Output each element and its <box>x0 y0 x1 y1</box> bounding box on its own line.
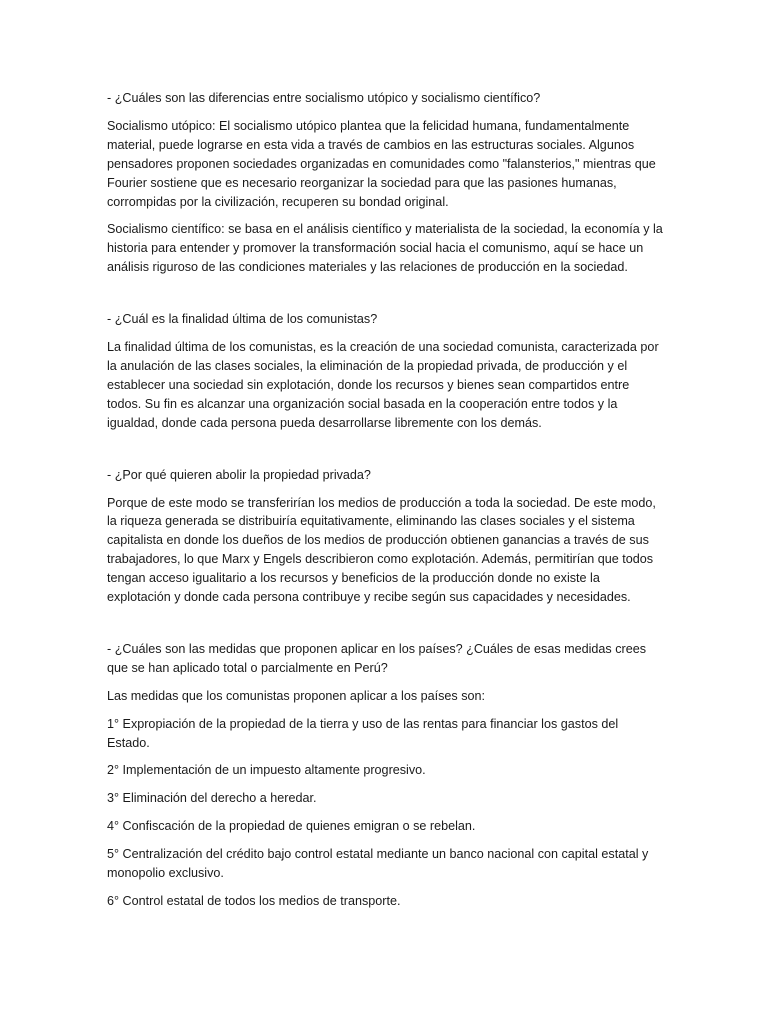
list-item: 1° Expropiación de la propiedad de la tierra y uso de las rentas para financiar los gastos del Estado. <box>107 716 619 750</box>
section-spacer <box>107 616 663 640</box>
section-abolish-private-property <box>107 466 663 607</box>
list-item: 5° Centralización del crédito bajo control estatal mediante un banco nacional con capital estatal y monopolio exclusivo. <box>107 847 649 881</box>
document-body <box>107 89 663 920</box>
question-heading: - ¿Por qué quieren abolir la propiedad privada? <box>107 467 371 482</box>
list-item: 2° Implementación de un impuesto altamente progresivo. <box>107 763 426 778</box>
question-heading: - ¿Cuáles son las medidas que proponen aplicar en los países? ¿Cuáles de esas medidas crees que se han aplicado total o parcialmente en Perú? <box>107 641 647 675</box>
question-heading: - ¿Cuáles son las diferencias entre socialismo utópico y socialismo científico? <box>107 91 541 105</box>
list-item: 4° Confiscación de la propiedad de quienes emigran o se rebelan. <box>107 819 476 834</box>
question-heading: - ¿Cuál es la finalidad última de los comunistas? <box>107 312 378 327</box>
paragraph: Porque de este modo se transferirían los medios de producción a toda la sociedad. De este modo, la riqueza generada se distribuiría equitativamente, eliminando las clases sociales y el sistema capitalista en donde los dueños de los medios de producción obtienen ganancias a través de sus trabajadores, lo que Marx y Engels describieron como explotación. Además, permitirían que todos tengan acceso igualitario a los recursos y beneficios de la producción donde no existe la explotación y donde cada persona contribuye y recibe según sus capacidades y necesidades. <box>107 495 656 605</box>
paragraph: Socialismo utópico: El socialismo utópico plantea que la felicidad humana, fundamentalmente material, puede lograrse en esta vida a través de cambios en las estructuras sociales. Algunos pensadores proponen sociedades organizadas en comunidades como "falansterios," mientras que Fourier sostiene que es necesario reorganizar la sociedad para que las pasiones humanas, corrompidas por la civilización, recuperen su bondad original. <box>107 118 656 209</box>
measures-list <box>107 715 663 911</box>
paragraph: Las medidas que los comunistas proponen aplicar a los países son: <box>107 688 486 703</box>
section-communist-goal <box>107 310 663 432</box>
section-spacer <box>107 442 663 466</box>
section-socialism-differences <box>107 89 663 277</box>
list-item: 3° Eliminación del derecho a heredar. <box>107 791 317 806</box>
section-spacer <box>107 286 663 310</box>
paragraph: Socialismo científico: se basa en el análisis científico y materialista de la sociedad, la economía y la historia para entender y promover la transformación social hacia el comunismo, aquí se hace un análisis riguroso de las condiciones materiales y las relaciones de producción en la sociedad. <box>107 222 663 275</box>
paragraph: La finalidad última de los comunistas, es la creación de una sociedad comunista, caracterizada por la anulación de las clases sociales, la eliminación de la propiedad privada, de producción y el establecer una sociedad sin explotación, donde los recursos y bienes sean compartidos entre todos. Su fin es alcanzar una organización social basada en la cooperación entre todos y la igualdad, donde cada persona pueda desarrollarse libremente con los demás. <box>107 340 659 430</box>
section-proposed-measures <box>107 640 663 911</box>
list-item: 6° Control estatal de todos los medios de transporte. <box>107 894 401 908</box>
